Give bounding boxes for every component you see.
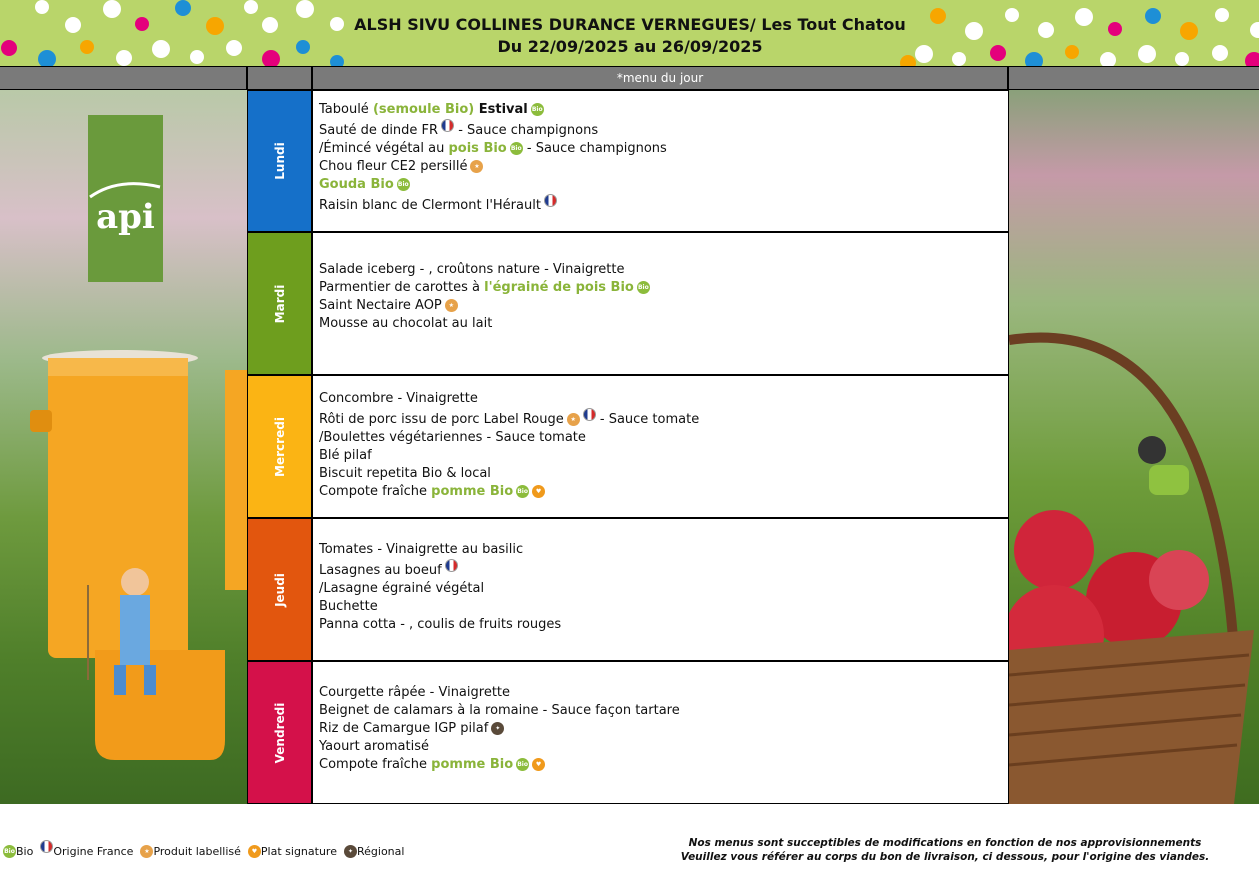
menu-item-text: /Lasagne égrainé végétal <box>319 581 485 596</box>
menu-item-text: Concombre - Vinaigrette <box>319 391 478 406</box>
polka-dot <box>38 50 56 66</box>
menu-item-text: Lasagnes au boeuf <box>319 563 442 578</box>
menu-item <box>319 580 1002 598</box>
menu-item <box>319 465 1002 483</box>
menu-item <box>319 720 1002 738</box>
menu-item <box>319 176 1002 194</box>
footer-note-line-1: Nos menus sont succeptibles de modifications en fonction de nos approvisionnements <box>688 837 1202 849</box>
produit-labellise-icon: ★ <box>140 845 153 858</box>
apple-basket-illustration <box>1009 90 1259 804</box>
header-cell-right <box>1009 67 1259 89</box>
plat-signature-icon: ♥ <box>248 845 261 858</box>
day-label: Jeudi <box>272 572 287 607</box>
plat-signature-icon: ♥ <box>532 485 545 498</box>
menu-item-text: pomme Bio <box>431 484 514 499</box>
menu-cell-jeudi <box>312 518 1009 661</box>
polka-dot <box>1038 22 1054 38</box>
header-cell-menu: *menu du jour <box>313 67 1007 89</box>
polka-dot <box>262 50 280 66</box>
polka-dot <box>80 40 94 54</box>
rain-boot-icon <box>0 90 247 804</box>
table-header-bar <box>0 66 1259 90</box>
polka-dot <box>1180 22 1198 40</box>
menu-item <box>319 119 1002 140</box>
legend-label: Bio <box>16 845 34 858</box>
day-cell-mardi <box>247 232 312 375</box>
day-label: Mardi <box>272 284 287 323</box>
menu-item <box>319 158 1002 176</box>
polka-dot <box>1250 22 1259 38</box>
boot-illustration <box>0 90 247 804</box>
menu-item-text: Estival <box>474 102 528 117</box>
legend-label: Plat signature <box>260 845 337 858</box>
day-label: Vendredi <box>272 702 287 763</box>
day-cell-mercredi <box>247 375 312 518</box>
polka-dot <box>1175 52 1189 66</box>
menu-item-text: Compote fraîche <box>319 757 432 772</box>
polka-dot <box>65 17 81 33</box>
polka-dot <box>1245 52 1259 66</box>
legend-label: Origine France <box>53 845 134 858</box>
polka-dot <box>190 50 204 64</box>
title-line-2: Du 22/09/2025 au 26/09/2025 <box>497 37 763 56</box>
origine-france-icon <box>441 119 454 132</box>
polka-dot <box>296 0 314 18</box>
menu-item <box>319 598 1002 616</box>
menu-item-text: Blé pilaf <box>319 448 372 463</box>
regional-icon: ✦ <box>344 845 357 858</box>
menu-item <box>319 315 1002 333</box>
produit-labellise-icon: ★ <box>470 160 483 173</box>
menu-item <box>319 756 1002 774</box>
polka-dot <box>103 0 121 18</box>
bio-icon: Bio <box>3 845 16 858</box>
menu-item-text: Gouda Bio <box>319 177 394 192</box>
menu-item-text: l'égrainé de pois Bio <box>484 280 634 295</box>
polka-dot <box>1145 8 1161 24</box>
bio-icon: Bio <box>637 281 650 294</box>
header-cell-left <box>0 67 246 89</box>
polka-dot <box>952 52 966 66</box>
menu-item-text: Rôti de porc issu de porc Label Rouge <box>319 412 564 427</box>
produit-labellise-icon: ★ <box>567 413 580 426</box>
menu-item <box>319 541 1002 559</box>
menu-item <box>319 261 1002 279</box>
menu-item-text: pois Bio <box>448 141 507 156</box>
menu-item-text: Parmentier de carottes à <box>319 280 485 295</box>
polka-dot <box>1212 45 1228 61</box>
menu-item-text: Biscuit repetita Bio & local <box>319 466 491 481</box>
bio-icon: Bio <box>397 178 410 191</box>
menu-item <box>319 738 1002 756</box>
apple-basket-icon <box>1009 90 1259 804</box>
title-line-1: ALSH SIVU COLLINES DURANCE VERNEGUES/ Les Tout Chatou <box>354 15 906 34</box>
origine-france-icon <box>40 840 53 853</box>
polka-dot <box>930 8 946 24</box>
polka-dot <box>152 40 170 58</box>
menu-item-text: Beignet de calamars à la romaine - Sauce façon tartare <box>319 703 680 718</box>
origine-france-icon <box>544 194 557 207</box>
menu-item-text: Saint Nectaire AOP <box>319 298 442 313</box>
polka-dot <box>1005 8 1019 22</box>
origine-france-icon <box>445 559 458 572</box>
menu-cell-vendredi <box>312 661 1009 804</box>
menu-item-text: Mousse au chocolat au lait <box>319 316 493 331</box>
menu-cell-mardi <box>312 232 1009 375</box>
menu-item <box>319 684 1002 702</box>
menu-item <box>319 194 1002 215</box>
bio-icon: Bio <box>516 758 529 771</box>
api-logo-text: api <box>96 197 155 237</box>
menu-item-sauce: - Sauce tomate <box>595 412 700 427</box>
legend-label: Régional <box>356 845 405 858</box>
legend-label: Produit labellisé <box>153 845 241 858</box>
menu-item-text: Sauté de dinde FR <box>319 123 439 138</box>
day-cell-jeudi <box>247 518 312 661</box>
menu-cell-mercredi <box>312 375 1009 518</box>
menu-item-text: pomme Bio <box>431 757 514 772</box>
legend <box>0 840 408 858</box>
header-banner <box>0 0 1259 66</box>
polka-dot <box>1100 52 1116 66</box>
polka-dot <box>1 40 17 56</box>
bio-icon: Bio <box>516 485 529 498</box>
menu-item <box>319 702 1002 720</box>
polka-dot <box>990 45 1006 61</box>
day-label: Mercredi <box>272 416 287 477</box>
menu-item-text: Tomates - Vinaigrette au basilic <box>319 542 524 557</box>
polka-dot <box>1025 52 1043 66</box>
produit-labellise-icon: ★ <box>445 299 458 312</box>
polka-dot <box>296 40 310 54</box>
day-cell-lundi <box>247 90 312 232</box>
menu-item <box>319 279 1002 297</box>
menu-item <box>319 447 1002 465</box>
origine-france-icon <box>583 408 596 421</box>
polka-dot <box>135 17 149 31</box>
polka-dot <box>965 22 983 40</box>
header-cell-days <box>248 67 311 89</box>
menu-item <box>319 297 1002 315</box>
menu-item-sauce: - Sauce champignons <box>454 123 599 138</box>
polka-dot <box>206 17 224 35</box>
menu-item <box>319 483 1002 501</box>
menu-item <box>319 140 1002 158</box>
menu-item-text: Compote fraîche <box>319 484 432 499</box>
footer-note-line-2: Veuillez vous référer au corps du bon de livraison, ci dessous, pour l'origine des viandes. <box>680 851 1210 863</box>
day-label: Lundi <box>272 142 287 180</box>
polka-dot <box>1138 45 1156 63</box>
menu-item-text: Riz de Camargue IGP pilaf <box>319 721 489 736</box>
menu-cell-lundi <box>312 90 1009 232</box>
polka-dot <box>1108 22 1122 36</box>
menu-item <box>319 101 1002 119</box>
menu-item-text: Salade iceberg - , croûtons nature - Vinaigrette <box>319 262 625 277</box>
polka-dot <box>175 0 191 16</box>
menu-item <box>319 390 1002 408</box>
menu-item <box>319 408 1002 429</box>
bio-icon: Bio <box>531 103 544 116</box>
menu-item-text: Yaourt aromatisé <box>319 739 429 754</box>
menu-item-text: Panna cotta - , coulis de fruits rouges <box>319 617 562 632</box>
polka-dot <box>244 0 258 14</box>
footer-note <box>662 836 1228 864</box>
plat-signature-icon: ♥ <box>532 758 545 771</box>
bio-icon: Bio <box>510 142 523 155</box>
polka-dot <box>226 40 242 56</box>
polka-dot <box>262 17 278 33</box>
menu-item-text: /Boulettes végétariennes - Sauce tomate <box>319 430 586 445</box>
page-title <box>330 14 930 58</box>
day-cell-vendredi <box>247 661 312 804</box>
menu-item <box>319 559 1002 580</box>
polka-dot <box>1065 45 1079 59</box>
menu-item-text: /Émincé végétal au <box>319 141 449 156</box>
polka-dot <box>35 0 49 14</box>
regional-icon: ✦ <box>491 722 504 735</box>
menu-item-text: Raisin blanc de Clermont l'Hérault <box>319 198 541 213</box>
menu-item-text: Courgette râpée - Vinaigrette <box>319 685 511 700</box>
menu-item-sauce: - Sauce champignons <box>522 141 667 156</box>
menu-item-text: Buchette <box>319 599 378 614</box>
polka-dot <box>1215 8 1229 22</box>
menu-item <box>319 429 1002 447</box>
menu-item-text: (semoule Bio) <box>372 102 475 117</box>
menu-item-text: Chou fleur CE2 persillé <box>319 159 468 174</box>
polka-dot <box>1075 8 1093 26</box>
menu-item-text: Taboulé <box>319 102 373 117</box>
polka-dot <box>116 50 132 66</box>
menu-item <box>319 616 1002 634</box>
